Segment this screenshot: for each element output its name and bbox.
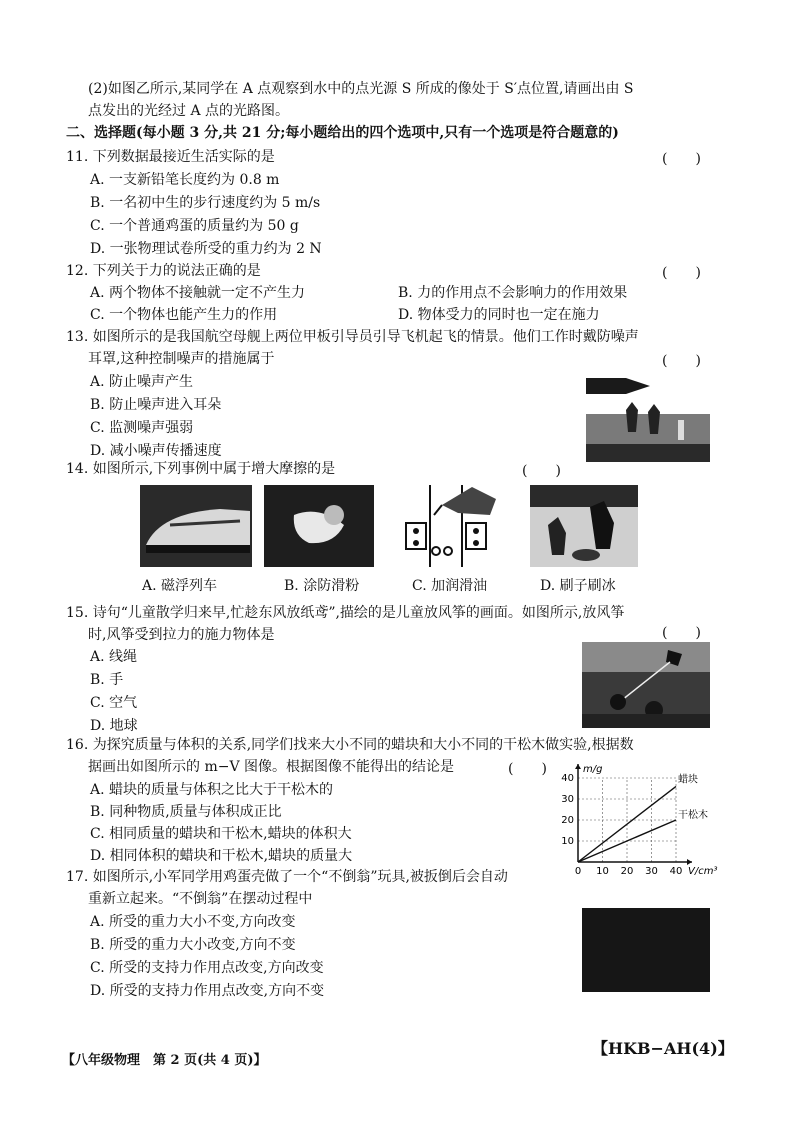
lubricating-oil-diagram [400, 485, 504, 567]
q15-answer-paren: ( ) [662, 625, 701, 641]
q15-option-a: A. 线绳 [90, 649, 138, 665]
aircraft-carrier-photo [586, 374, 710, 462]
q12-option-c: C. 一个物体也能产生力的作用 [90, 307, 278, 323]
q13-option-d: D. 减小噪声传播速度 [90, 443, 222, 459]
q13-answer-paren: ( ) [662, 353, 701, 369]
q15-option-d: D. 地球 [90, 718, 138, 734]
y-tick-label: 20 [561, 815, 574, 826]
x-tick-label: 30 [645, 866, 658, 877]
q14-caption-d: D. 刷子刷冰 [540, 578, 616, 594]
q10-part2-line2: 点发出的光经过 A 点的光路图。 [88, 103, 290, 119]
x-tick-label: 0 [574, 866, 582, 877]
q15-option-b: B. 手 [90, 672, 124, 688]
x-tick-label: 20 [620, 866, 634, 877]
q14-caption-a: A. 磁浮列车 [142, 578, 218, 594]
y-tick-label: 10 [561, 836, 574, 847]
curling-brush-photo [530, 485, 638, 567]
x-axis-arrow [687, 859, 692, 865]
q14-stem: 14. 如图所示,下列事例中属于增大摩擦的是 [66, 461, 336, 477]
q16-option-b: B. 同种物质,质量与体积成正比 [90, 804, 282, 820]
footer-exam-code: 【HKB−AH(4)】 [592, 1039, 734, 1058]
x-tick-label: 40 [669, 866, 683, 877]
y-axis-arrow [575, 764, 581, 769]
q12-option-a: A. 两个物体不接触就一定不产生力 [90, 285, 306, 301]
q16-option-c: C. 相同质量的蜡块和干松木,蜡块的体积大 [90, 826, 352, 842]
x-axis-label: V/cm³ [688, 866, 718, 877]
q14-caption-b: B. 涂防滑粉 [284, 578, 360, 594]
q11-option-a: A. 一支新铅笔长度约为 0.8 m [90, 172, 280, 188]
q13-option-a: A. 防止噪声产生 [90, 374, 194, 390]
q17-option-d: D. 所受的支持力作用点改变,方向不变 [90, 983, 325, 999]
q12-stem: 12. 下列关于力的说法正确的是 [66, 263, 261, 279]
q11-option-c: C. 一个普通鸡蛋的质量约为 50 g [90, 218, 299, 234]
q16-stem-line1: 16. 为探究质量与体积的关系,同学们找来大小不同的蜡块和大小不同的干松木做实验,根据数 [66, 737, 634, 753]
q15-stem-line1: 15. 诗句“儿童散学归来早,忙趁东风放纸鸢”,描绘的是儿童放风筝的画面。如图所示,放风筝 [66, 605, 625, 621]
q11-answer-paren: ( ) [662, 151, 701, 167]
q16-option-d: D. 相同体积的蜡块和干松木,蜡块的质量大 [90, 848, 353, 864]
q13-option-b: B. 防止噪声进入耳朵 [90, 397, 222, 413]
q17-stem-line1: 17. 如图所示,小军同学用鸡蛋壳做了一个“不倒翁”玩具,被扳倒后会自动 [66, 869, 508, 885]
footer-page-info: 【八年级物理 第 2 页(共 4 页)】 [62, 1053, 267, 1068]
q10-part2-line1: (2)如图乙所示,某同学在 A 点观察到水中的点光源 S 所成的像处于 S′点位置,请画出由 S [88, 81, 634, 97]
q13-option-c: C. 监测噪声强弱 [90, 420, 194, 436]
chart-grid [578, 778, 676, 862]
q17-stem-line2: 重新立起来。“不倒翁”在摆动过程中 [88, 891, 313, 907]
x-tick-label: 10 [596, 866, 609, 877]
q17-option-a: A. 所受的重力大小不变,方向改变 [90, 914, 296, 930]
series-label-1: 蜡块 [678, 774, 698, 786]
q12-answer-paren: ( ) [662, 265, 701, 281]
y-axis-label: m/g [583, 764, 603, 775]
q14-caption-c: C. 加润滑油 [412, 578, 488, 594]
series-label-2: 干松木 [678, 810, 708, 821]
tumbler-toy-photo [582, 908, 710, 992]
kite-flying-photo [582, 642, 710, 728]
q14-answer-paren: ( ) [522, 463, 561, 479]
q16-answer-paren: ( ) [508, 761, 547, 777]
q11-option-d: D. 一张物理试卷所受的重力约为 2 N [90, 241, 322, 257]
y-tick-label: 30 [561, 794, 574, 805]
anti-slip-powder-photo [264, 485, 374, 567]
q15-option-c: C. 空气 [90, 695, 138, 711]
maglev-train-photo [140, 485, 252, 567]
q12-option-b: B. 力的作用点不会影响力的作用效果 [398, 285, 628, 301]
q17-option-b: B. 所受的重力大小改变,方向不变 [90, 937, 296, 953]
y-tick-label: 40 [561, 773, 574, 784]
section2-header: 二、选择题(每小题 3 分,共 21 分;每小题给出的四个选项中,只有一个选项是符合题意的) [66, 125, 619, 141]
q15-stem-line2: 时,风筝受到拉力的施力物体是 [88, 627, 275, 643]
q11-option-b: B. 一名初中生的步行速度约为 5 m/s [90, 195, 321, 211]
q13-stem-line2: 耳罩,这种控制噪声的措施属于 [88, 351, 275, 367]
q17-option-c: C. 所受的支持力作用点改变,方向改变 [90, 960, 324, 976]
series-line-2 [578, 820, 676, 862]
q16-option-a: A. 蜡块的质量与体积之比大于干松木的 [90, 782, 334, 798]
q12-option-d: D. 物体受力的同时也一定在施力 [398, 307, 600, 323]
q11-stem: 11. 下列数据最接近生活实际的是 [66, 149, 275, 165]
q16-stem-line2: 据画出如图所示的 m−V 图像。根据图像不能得出的结论是 [88, 759, 455, 775]
m-v-graph [556, 756, 724, 880]
q13-stem-line1: 13. 如图所示的是我国航空母舰上两位甲板引导员引导飞机起飞的情景。他们工作时戴防噪声 [66, 329, 639, 345]
